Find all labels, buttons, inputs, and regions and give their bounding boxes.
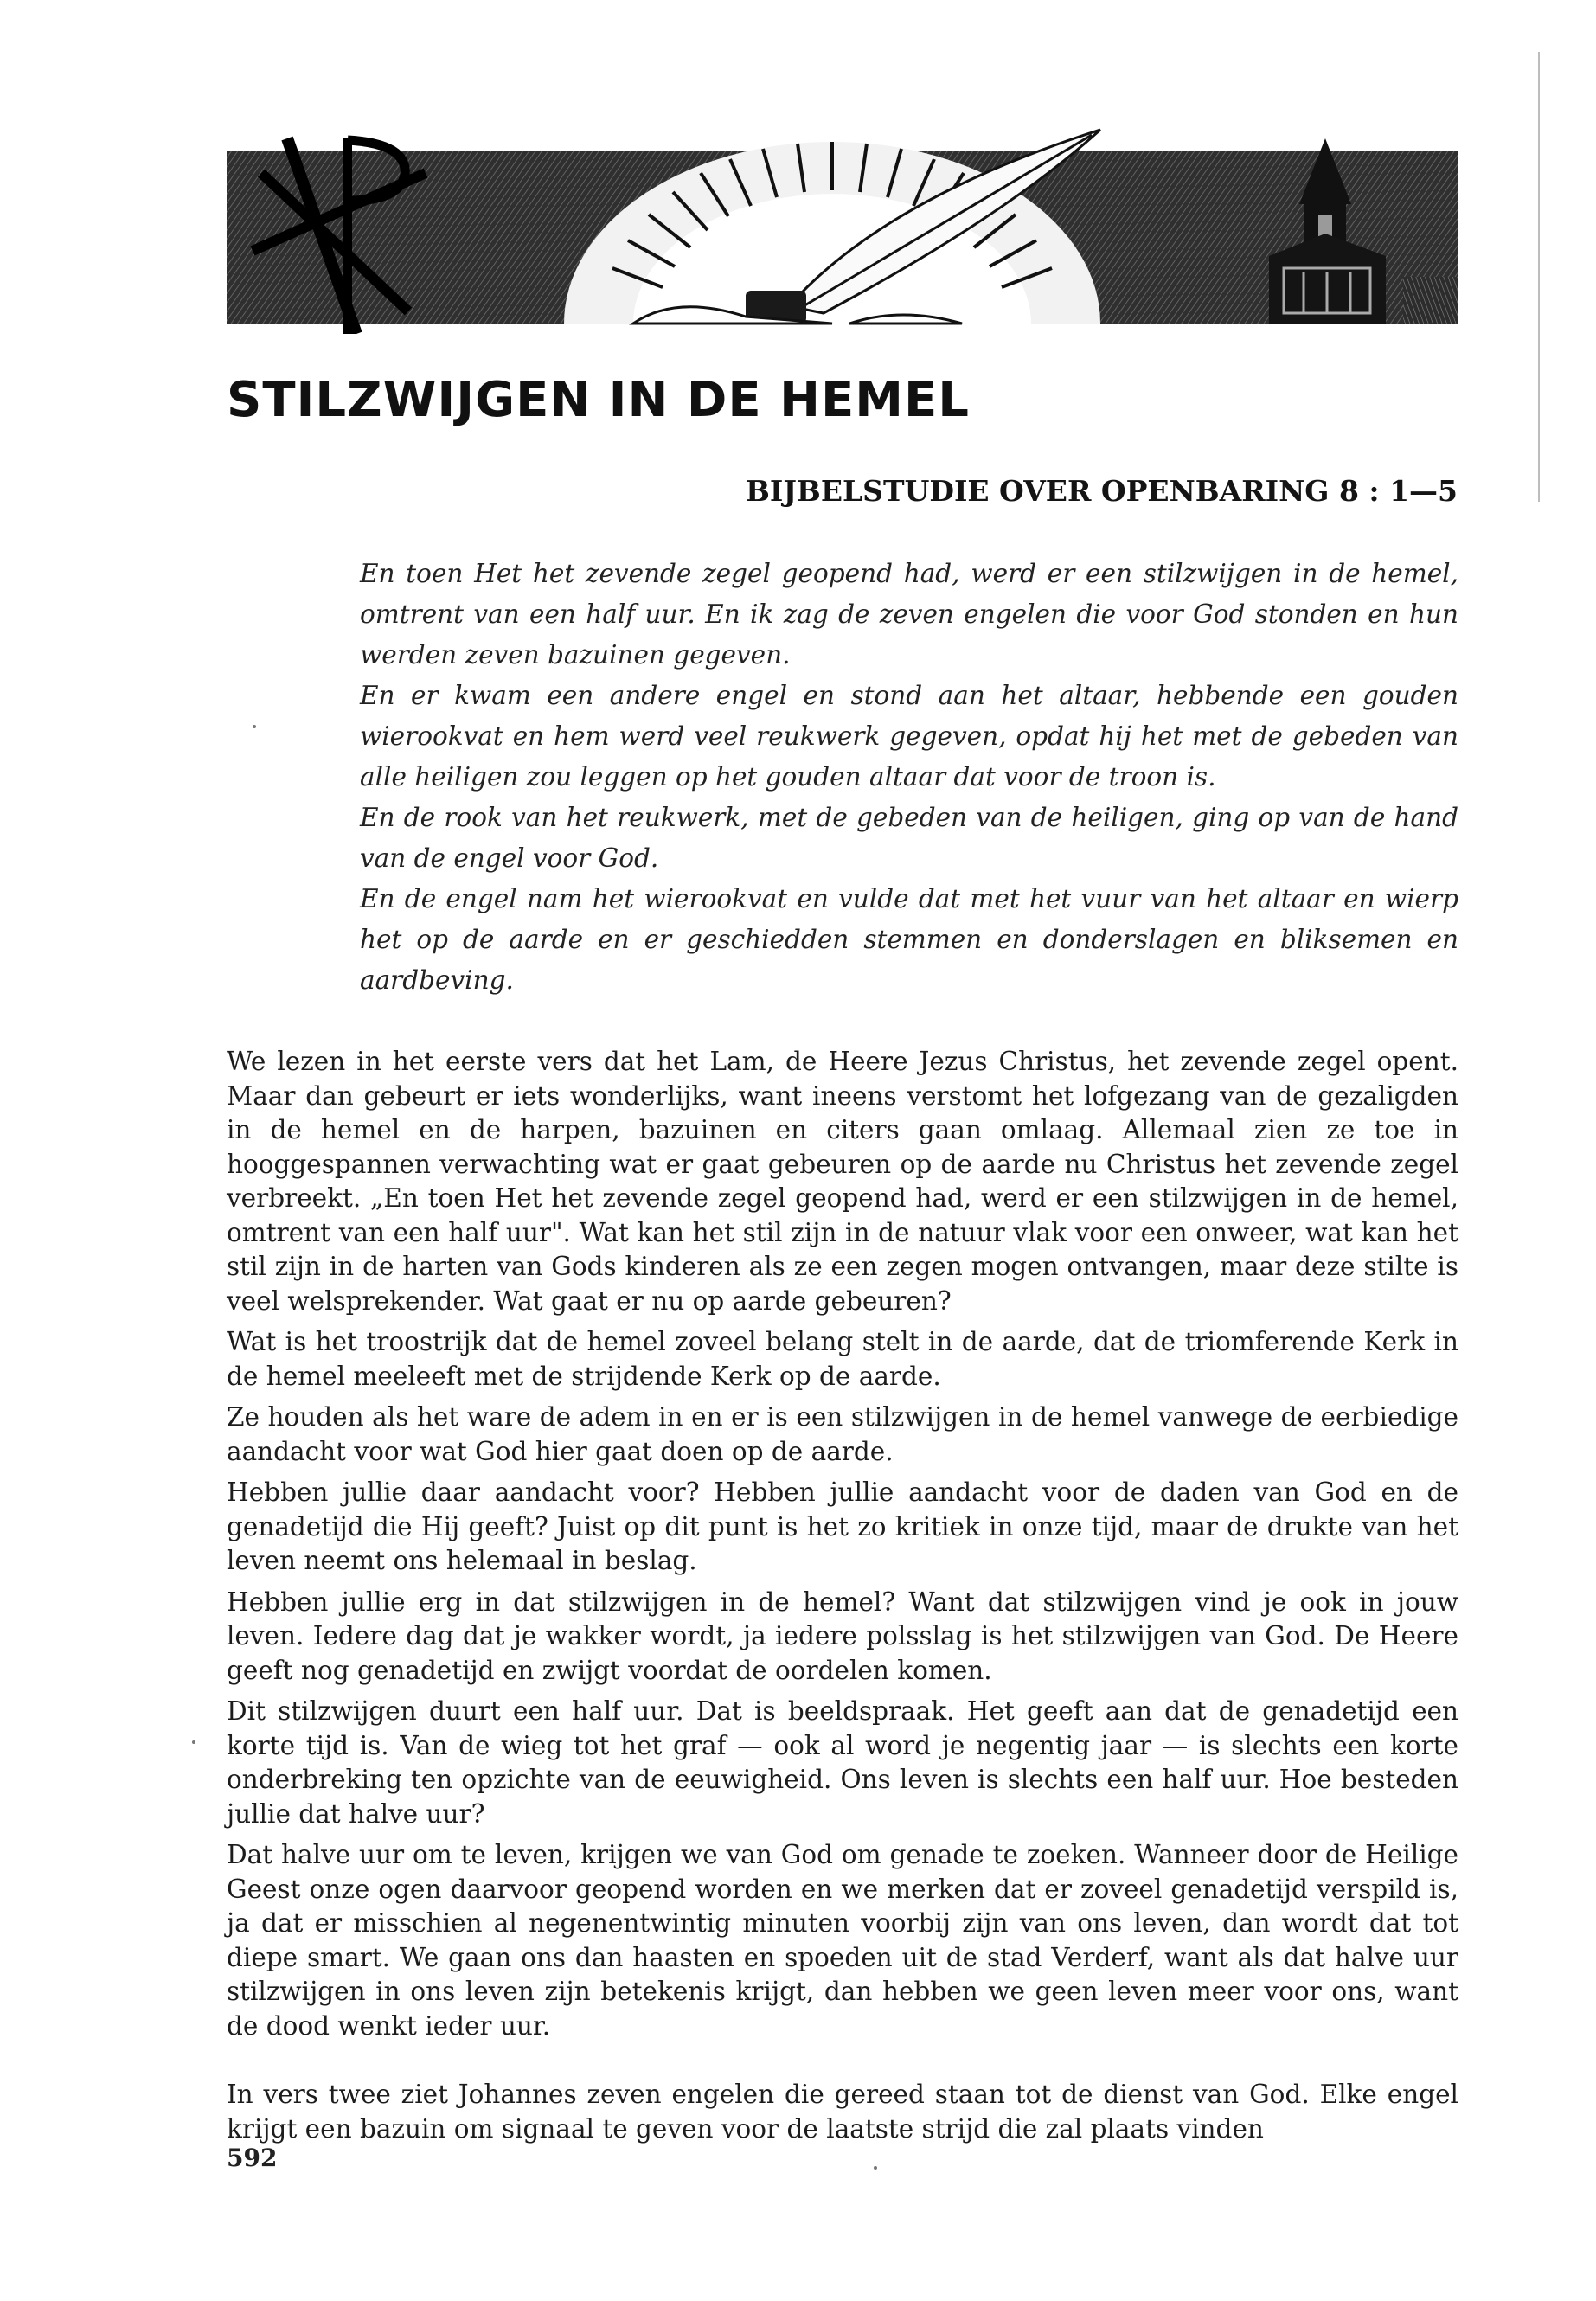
header-banner (227, 121, 1458, 334)
page-title: STILZWIJGEN IN DE HEMEL (227, 372, 970, 428)
page-number: 592 (227, 2144, 278, 2172)
body-paragraph: Wat is het troostrijk dat de hemel zoveel belang stelt in de aarde, dat de triomferende Kerk in de hemel meeleeft met de strijdende Kerk op de aarde. (227, 1327, 1458, 1391)
scripture-verse: En de rook van het reukwerk, met de gebeden van de heiligen, ging op van de hand van de engel voor God. (360, 803, 1458, 873)
body-paragraph: Dit stilzwijgen duurt een half uur. Dat is beeldspraak. Het geeft aan dat de genadetijd een korte tijd is. Van de wieg tot het graf — ook al word je negentig jaar — is slechts een korte onderbreking ten opzichte van de eeuwigheid. Ons leven is slechts een half uur. Hoe besteden jullie dat halve uur? (227, 1696, 1458, 1829)
scripture-verse: En er kwam een andere engel en stond aan het altaar, hebbende een gouden wierookvat en hem werd veel reukwerk gegeven, opdat hij het met de gebeden van alle heiligen zou leggen op het gouden altaar dat voor de troon is. (360, 681, 1458, 792)
scripture-quote (360, 554, 1458, 1001)
article-subtitle: BIJBELSTUDIE OVER OPENBARING 8 : 1—5 (745, 474, 1458, 508)
scripture-verse: En de engel nam het wierookvat en vulde dat met het vuur van het altaar en wierp het op de aarde en er geschiedden stemmen en donderslagen en bliksemen en aardbeving. (360, 884, 1458, 995)
body-paragraph: Hebben jullie erg in dat stilzwijgen in de hemel? Want dat stilzwijgen vind je ook in jouw leven. Iedere dag dat je wakker wordt, ja iedere polsslag is het stilzwijgen van God. De Heere geeft nog genadetijd en zwijgt voordat de oordelen komen. (227, 1586, 1458, 1685)
print-speck (192, 1740, 195, 1744)
body-paragraph: In vers twee ziet Johannes zeven engelen die gereed staan tot de dienst van God. Elke engel krijgt een bazuin om signaal te geven voor de laatste strijd die zal plaats vinden (227, 2080, 1458, 2144)
body-paragraph: Ze houden als het ware de adem in en er is een stilzwijgen in de hemel vanwege de eerbiedige aandacht voor wat God hier gaat doen op de aarde. (227, 1402, 1458, 1466)
print-speck (874, 2166, 877, 2170)
body-paragraph: Hebben jullie daar aandacht voor? Hebben jullie aandacht voor de daden van God en de genadetijd die Hij geeft? Juist op dit punt is het zo kritiek in onze tijd, maar de drukte van het leven neemt ons helemaal in beslag. (227, 1477, 1458, 1575)
body-paragraph: We lezen in het eerste vers dat het Lam, de Heere Jezus Christus, het zevende zegel opent. Maar dan gebeurt er iets wonderlijks, want ineens verstomt het lofgezang van de gezaligden in de hemel en de harpen, bazuinen en citers gaan omlaag. Allemaal zien ze toe in hooggespannen verwachting wat er gaat gebeuren op de aarde nu Christus het zevende zegel verbreekt. „En toen Het het zevende zegel geopend had, werd er een stilzwijgen in de hemel, omtrent van een half uur". Wat kan het stil zijn in de natuur vlak voor een onweer, wat kan het stil zijn in de harten van Gods kinderen als ze een zegen mogen ontvangen, maar deze stilte is veel welsprekender. Wat gaat er nu op aarde gebeuren? (227, 1047, 1458, 1316)
print-speck (253, 725, 256, 728)
article-body (227, 1045, 1458, 2153)
body-paragraph: Dat halve uur om te leven, krijgen we van God om genade te zoeken. Wanneer door de Heilige Geest onze ogen daarvoor geopend worden en we merken dat er zoveel genadetijd verspild is, ja dat er misschien al negenentwintig minuten voorbij zijn van ons leven, dan wordt dat tot diepe smart. We gaan ons dan haasten en spoeden uit de stad Verderf, want als dat halve uur stilzwijgen in ons leven zijn betekenis krijgt, dan hebben we geen leven meer voor ons, want de dood wenkt ieder uur. (227, 1840, 1458, 2041)
scripture-verse: En toen Het het zevende zegel geopend had, werd er een stilzwijgen in de hemel, omtrent van een half uur. En ik zag de zeven engelen die voor God stonden en hun werden zeven bazuinen gegeven. (360, 559, 1458, 670)
page-edge-line (1538, 52, 1540, 502)
